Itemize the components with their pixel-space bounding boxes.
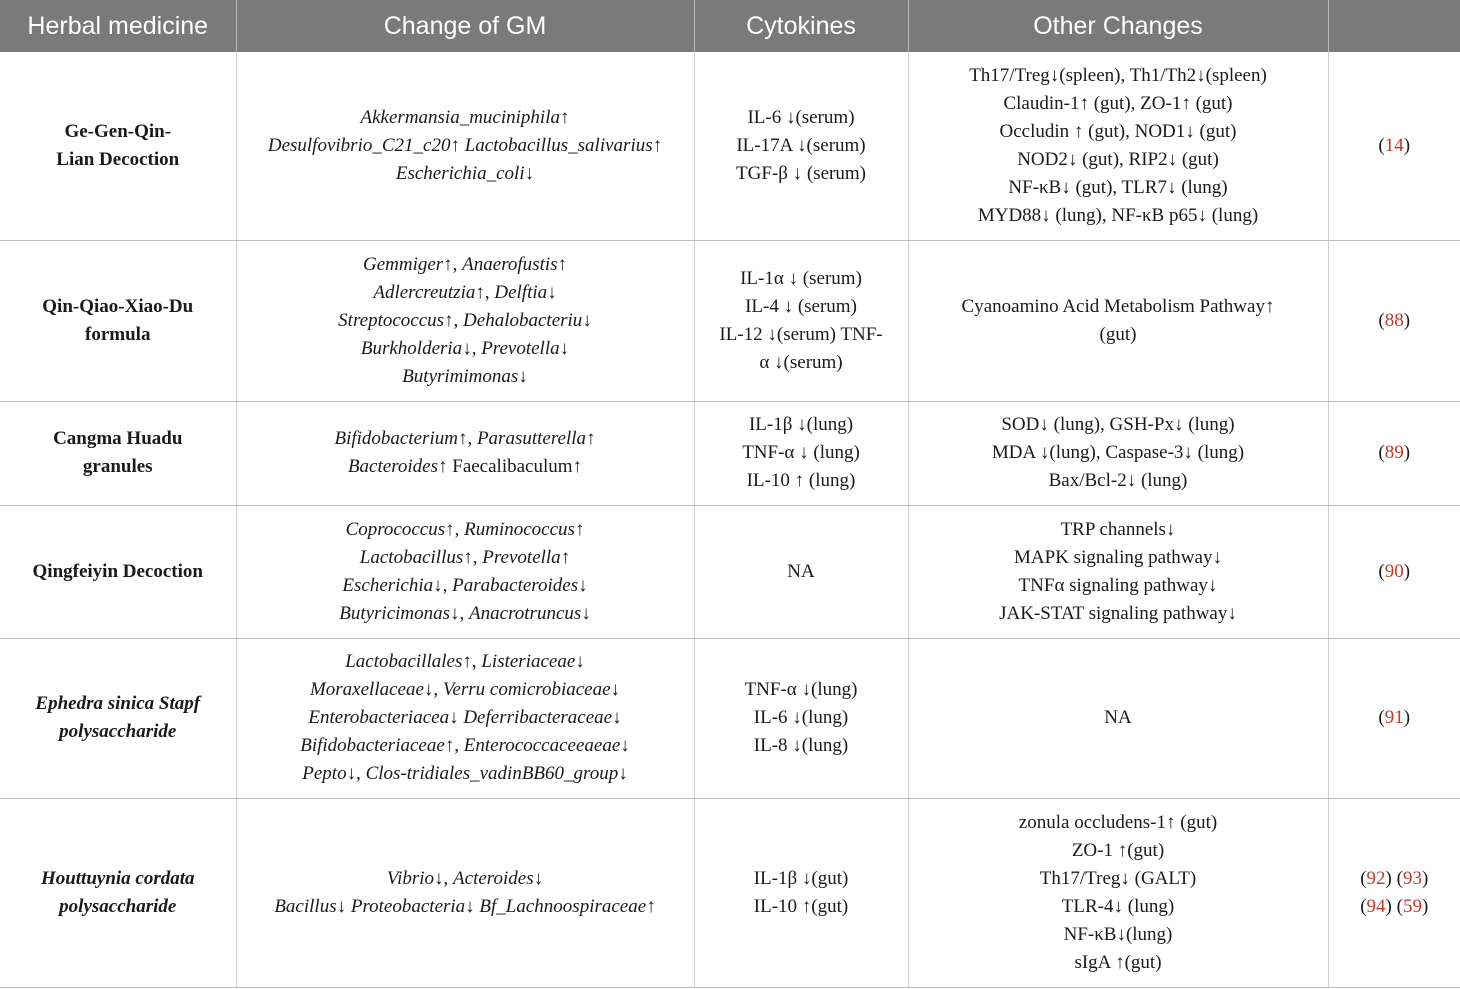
- header-row: [0, 0, 1460, 52]
- cytokine-line: IL-17A ↓(serum): [736, 134, 866, 156]
- cytokine-line: IL-1β ↓(gut): [753, 867, 849, 889]
- cytokine-line: NA: [787, 560, 815, 582]
- gm-cell: [236, 52, 694, 240]
- gm-line: Gemmiger↑, Anaerofustis↑: [362, 253, 568, 275]
- reference-cell: [1328, 240, 1460, 401]
- other-change-line: Claudin-1↑ (gut), ZO-1↑ (gut): [1003, 92, 1233, 114]
- gm-cell: [236, 401, 694, 505]
- other-change-line: NF-κB↓ (gut), TLR7↓ (lung): [1008, 176, 1228, 198]
- gm-cell: [236, 638, 694, 798]
- gm-line: Adlercreutzia↑, Delftia↓: [373, 281, 557, 303]
- reference-line: (89): [1378, 442, 1411, 463]
- table-row: [0, 52, 1460, 240]
- gm-cell: [236, 798, 694, 987]
- cytokines-cell: [694, 52, 908, 240]
- herb-name-line: Cangma Huadu: [53, 428, 183, 449]
- gm-line: Lactobacillales↑, Listeriaceae↓: [345, 651, 585, 672]
- herb-name-line: formula: [85, 323, 151, 345]
- reference-cell: [1328, 505, 1460, 638]
- gm-line: Escherichia↓, Parabacteroides↓: [342, 574, 588, 596]
- cytokine-line: IL-8 ↓(lung): [753, 735, 849, 756]
- gm-line: Vibrio↓, Acteroides↓: [386, 867, 544, 889]
- gm-line: Desulfovibrio_C21_c20↑ Lactobacillus_salivarius↑: [267, 134, 663, 156]
- other-change-line: sIgA ↑(gut): [1074, 951, 1162, 973]
- cytokine-line: IL-6 ↓(lung): [753, 707, 849, 728]
- reference-cell: [1328, 798, 1460, 987]
- other-changes-cell: [908, 505, 1328, 638]
- other-change-line: ZO-1 ↑(gut): [1071, 839, 1165, 861]
- other-changes-cell: [908, 798, 1328, 987]
- gm-line: Escherichia_coli↓: [395, 162, 535, 184]
- gm-line: Bifidobacteriaceae↑, Enterococcaceeaeae↓: [300, 735, 630, 756]
- gm-line: Enterobacteriacea↓ Deferribacteraceae↓: [308, 707, 622, 728]
- herb-name-line: Qingfeiyin Decoction: [32, 560, 203, 582]
- cytokines-cell: [694, 798, 908, 987]
- gm-cell: [236, 240, 694, 401]
- gm-line: Butyricimonas↓, Anacrotruncus↓: [339, 602, 591, 624]
- cytokine-line: IL-10 ↑(gut): [753, 895, 849, 917]
- header-cytokines: Cytokines: [694, 0, 908, 52]
- other-change-line: MDA ↓(lung), Caspase-3↓ (lung): [991, 442, 1245, 463]
- herb-name-line: Ephedra sinica Stapf: [35, 693, 201, 714]
- herb-cell: [0, 401, 236, 505]
- gm-line: Lactobacillus↑, Prevotella↑: [359, 546, 571, 568]
- cytokine-line: IL-10 ↑ (lung): [746, 470, 856, 491]
- other-change-line: JAK-STAT signaling pathway↓: [999, 602, 1237, 624]
- other-changes-cell: [908, 401, 1328, 505]
- herb-cell: [0, 638, 236, 798]
- reference-line: (92) (93): [1360, 867, 1429, 889]
- other-change-line: Th17/Treg↓ (GALT): [1039, 867, 1197, 889]
- reference-line: (90): [1378, 560, 1411, 582]
- other-change-line: SOD↓ (lung), GSH-Px↓ (lung): [1001, 414, 1235, 435]
- reference-line: (14): [1378, 134, 1411, 156]
- gm-line: Butyrimimonas↓: [402, 365, 528, 387]
- reference-link[interactable]: 94: [1366, 895, 1386, 917]
- herb-cell: [0, 505, 236, 638]
- other-change-line: MAPK signaling pathway↓: [1014, 546, 1222, 568]
- reference-cell: [1328, 52, 1460, 240]
- other-change-line: zonula occludens-1↑ (gut): [1018, 811, 1218, 833]
- other-changes-cell: [908, 638, 1328, 798]
- reference-line: (88): [1378, 309, 1411, 331]
- cytokine-line: TGF-β ↓ (serum): [736, 162, 866, 184]
- table-row: [0, 505, 1460, 638]
- gm-line: Coprococcus↑, Ruminococcus↑: [345, 518, 585, 540]
- gm-line: Burkholderia↓, Prevotella↓: [360, 337, 570, 359]
- herb-cell: [0, 52, 236, 240]
- other-change-line: Th17/Treg↓(spleen), Th1/Th2↓(spleen): [969, 64, 1267, 86]
- cytokine-line: TNF-α ↓ (lung): [742, 442, 860, 463]
- reference-link[interactable]: 93: [1402, 867, 1422, 889]
- herb-name-line: Qin-Qiao-Xiao-Du: [42, 295, 194, 317]
- other-change-line: NOD2↓ (gut), RIP2↓ (gut): [1017, 148, 1219, 170]
- cytokines-cell: [694, 401, 908, 505]
- cytokines-cell: [694, 240, 908, 401]
- gm-line: Bifidobacterium↑, Parasutterella↑: [334, 428, 596, 449]
- herb-name-line: Houttuynia cordata: [40, 867, 195, 889]
- table-row: [0, 401, 1460, 505]
- reference-link[interactable]: 92: [1366, 867, 1386, 889]
- header-herbal-medicine: Herbal medicine: [0, 0, 236, 52]
- herb-cell: [0, 240, 236, 401]
- header-change-of-gm: Change of GM: [236, 0, 694, 52]
- herb-name-line: polysaccharide: [59, 721, 177, 742]
- gm-line: Streptococcus↑, Dehalobacteriu↓: [338, 309, 592, 331]
- other-change-line: TLR-4↓ (lung): [1061, 895, 1175, 917]
- reference-cell: [1328, 401, 1460, 505]
- gm-line: Bacillus↓ Proteobacteria↓ Bf_Lachnoospiraceae↑: [274, 895, 656, 917]
- other-change-line: Occludin ↑ (gut), NOD1↓ (gut): [999, 120, 1237, 142]
- other-change-line: Cyanoamino Acid Metabolism Pathway↑: [961, 295, 1275, 317]
- reference-link[interactable]: 88: [1384, 309, 1404, 331]
- other-change-line: (gut): [1099, 323, 1137, 345]
- herb-name-line: granules: [82, 456, 153, 477]
- header-other-changes: Other Changes: [908, 0, 1328, 52]
- reference-link[interactable]: 91: [1384, 707, 1404, 728]
- herb-cell: [0, 798, 236, 987]
- herb-name-line: Lian Decoction: [56, 148, 180, 170]
- herb-name-line: polysaccharide: [59, 895, 177, 917]
- table-row: [0, 798, 1460, 987]
- gm-cell: [236, 505, 694, 638]
- other-change-line: NA: [1104, 707, 1132, 728]
- other-change-line: MYD88↓ (lung), NF-κB p65↓ (lung): [977, 204, 1259, 226]
- other-changes-cell: [908, 240, 1328, 401]
- gm-line: Moraxellaceae↓, Verru comicrobiaceae↓: [309, 679, 621, 700]
- cytokine-line: IL-1α ↓ (serum): [740, 267, 862, 289]
- cytokine-line: IL-12 ↓(serum) TNF-: [719, 323, 883, 345]
- header-reference: [1328, 0, 1460, 52]
- other-change-line: TNFα signaling pathway↓: [1018, 574, 1218, 596]
- other-change-line: NF-κB↓(lung): [1063, 923, 1173, 945]
- reference-link[interactable]: 90: [1384, 560, 1404, 582]
- reference-link[interactable]: 89: [1384, 442, 1404, 463]
- reference-cell: [1328, 638, 1460, 798]
- reference-link[interactable]: 14: [1384, 134, 1404, 156]
- other-change-line: Bax/Bcl-2↓ (lung): [1048, 470, 1188, 491]
- gm-line: Pepto↓, Clos-tridiales_vadinBB60_group↓: [302, 763, 628, 784]
- other-changes-cell: [908, 52, 1328, 240]
- reference-link[interactable]: 59: [1402, 895, 1422, 917]
- herb-name-line: Ge-Gen-Qin-: [64, 120, 172, 142]
- other-change-line: TRP channels↓: [1060, 518, 1176, 540]
- cytokine-line: α ↓(serum): [759, 351, 843, 373]
- table-row: [0, 240, 1460, 401]
- reference-line: (94) (59): [1360, 895, 1429, 917]
- table-row: [0, 638, 1460, 798]
- gm-line: Bacteroides↑ Faecalibaculum↑: [347, 456, 583, 477]
- reference-line: (91): [1378, 707, 1411, 728]
- cytokines-cell: [694, 505, 908, 638]
- cytokine-line: IL-6 ↓(serum): [747, 106, 855, 128]
- cytokines-cell: [694, 638, 908, 798]
- cytokine-line: IL-1β ↓(lung): [748, 414, 854, 435]
- cytokine-line: IL-4 ↓ (serum): [745, 295, 857, 317]
- gm-line: Akkermansia_muciniphila↑: [360, 106, 570, 128]
- cytokine-line: TNF-α ↓(lung): [744, 679, 858, 700]
